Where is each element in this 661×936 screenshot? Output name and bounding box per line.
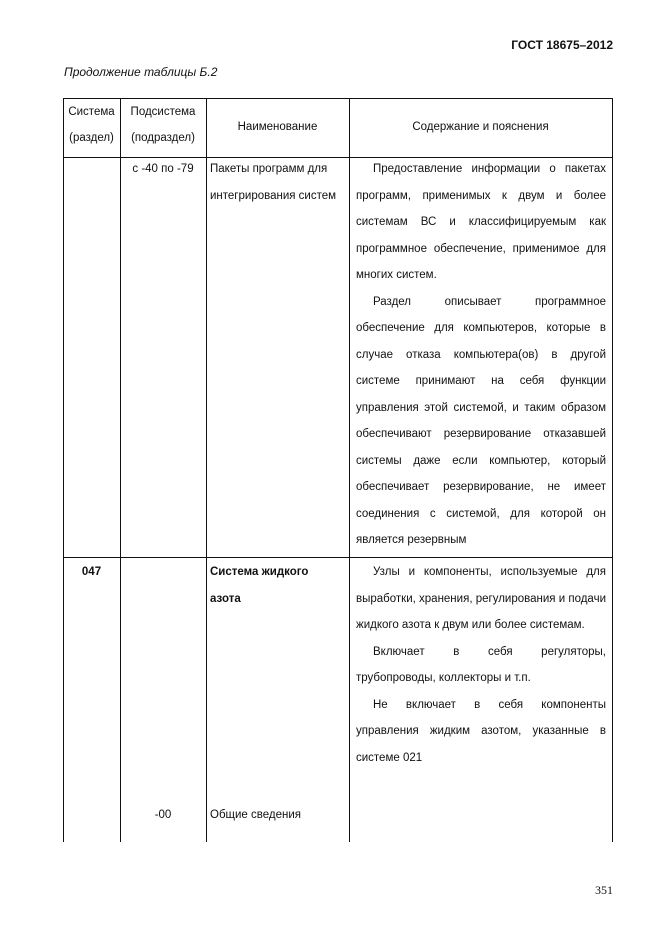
row2-content: [349, 559, 612, 771]
document-code: ГОСТ 18675–2012: [511, 38, 613, 52]
row1-paragraph: Раздел описывает программное обеспечение для компьютеров, которые в случае отказа компьютера(ов) в другой системе принимают на себя функции управления этой системой, и таким образом обеспечивают резервирование отказавшей системы даже если компьютер, который обеспечивает резервирование, не имеет соединения с системой, для которой он является резервным: [356, 295, 606, 546]
header-subsystem-line-1: Подсистема: [130, 106, 196, 118]
row2-name: Система жидкого азота: [210, 566, 309, 605]
row-divider: [63, 557, 612, 558]
row2-paragraph: Включает в себя регуляторы, трубопроводы, коллекторы и т.п.: [356, 645, 606, 684]
header-system-line-1: Система: [68, 106, 115, 118]
page-number: 351: [595, 883, 613, 897]
row2-paragraph: Не включает в себя компоненты управления жидким азотом, указанные в системе 021: [356, 698, 606, 764]
row1-subsystem: с -40 по -79: [132, 163, 194, 175]
table-border-left: [63, 98, 64, 842]
row2-paragraph: Узлы и компоненты, используемые для выработки, хранения, регулирования и подачи жидкого азота к двум или более системам.: [356, 566, 606, 631]
standard-table: [63, 98, 612, 842]
row1-paragraph: Предоставление информации о пакетах программ, применимых к двум и более системам ВС и классифицируемым как программное обеспечение, применимое для многих систем.: [356, 163, 606, 281]
row2-system: 047: [81, 566, 102, 578]
row3-subsystem: -00: [154, 809, 172, 821]
table-caption: Продолжение таблицы Б.2: [64, 65, 218, 79]
header-system: [63, 99, 120, 151]
header-subsystem-line-2: (подраздел): [131, 132, 195, 144]
row3-name: Общие сведения: [210, 809, 301, 821]
header-system-line-2: (раздел): [69, 132, 114, 144]
table-border-right: [612, 98, 613, 842]
header-subsystem: [120, 99, 206, 151]
row1-name: Пакеты программ для интегрирования систем: [210, 163, 337, 202]
table-divider-2: [206, 98, 207, 842]
table-divider-1: [120, 98, 121, 842]
header-content: Содержание и пояснения: [412, 121, 549, 134]
row1-content: [349, 156, 612, 554]
header-name: Наименование: [237, 121, 318, 134]
